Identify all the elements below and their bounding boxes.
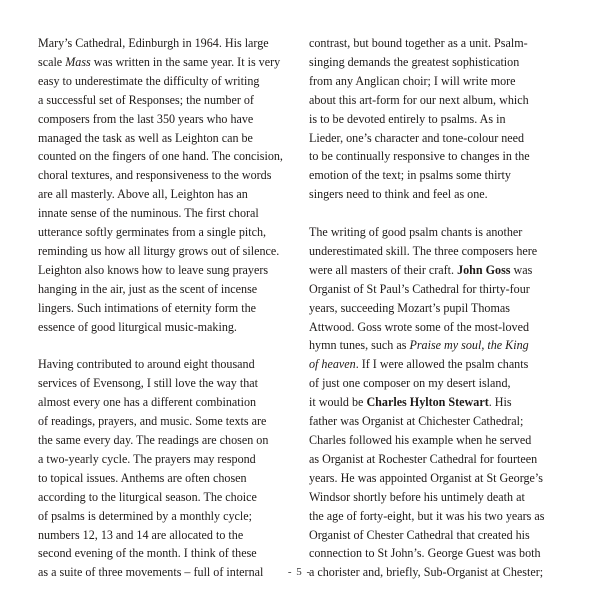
text-line <box>309 72 571 91</box>
text-line <box>309 507 571 526</box>
body-text: according to the liturgical season. The choice <box>38 489 257 504</box>
body-text: essence of good liturgical music-making. <box>38 319 237 334</box>
text-line <box>309 526 571 545</box>
text-line <box>309 129 571 148</box>
text-line <box>309 469 571 488</box>
body-text: it would be <box>309 395 367 410</box>
body-text: choral textures, and responsiveness to the words <box>38 168 272 183</box>
body-text: from any Anglican choir; I will write more <box>309 73 516 88</box>
text-line <box>309 299 571 318</box>
text-line <box>38 544 300 563</box>
body-text: The writing of good psalm chants is another <box>309 225 523 240</box>
text-line <box>38 393 300 412</box>
text-line <box>38 72 300 91</box>
text-line <box>38 53 300 72</box>
body-text: reminding us how all liturgy grows out of silence. <box>38 243 280 258</box>
body-text: years, succeeding Mozart’s pupil Thomas <box>309 300 510 315</box>
body-text: lingers. Such intimations of eternity form the <box>38 300 256 315</box>
body-text: Lieder, one’s character and tone-colour need <box>309 130 525 145</box>
text-line <box>38 223 300 242</box>
composer-name-text: Charles Hylton Stewart <box>366 395 489 410</box>
body-text: composers from the last 350 years who have <box>38 111 254 126</box>
body-text: . His <box>488 395 512 410</box>
body-text: contrast, but bound together as a unit. Psalm- <box>309 36 528 50</box>
text-line <box>309 488 571 507</box>
text-line <box>309 261 571 280</box>
body-text: second evening of the month. I think of these <box>38 546 257 561</box>
body-text: hanging in the air, just as the scent of incense <box>38 281 258 296</box>
text-line <box>309 34 571 53</box>
text-line <box>309 53 571 72</box>
paragraph <box>38 34 300 337</box>
text-line <box>38 488 300 507</box>
text-line <box>38 110 300 129</box>
text-line <box>309 223 571 242</box>
text-line <box>309 242 571 261</box>
text-line <box>309 336 571 355</box>
text-line <box>38 412 300 431</box>
page-number: - 5 - <box>287 566 312 578</box>
text-line <box>309 91 571 110</box>
text-line <box>38 374 300 393</box>
text-line <box>38 129 300 148</box>
body-text: as a suite of three movements – full of internal <box>38 565 264 580</box>
body-text: a chorister and, briefly, Sub-Organist at Chester; <box>309 565 544 580</box>
composer-name-text: John Goss <box>457 262 511 277</box>
body-text: counted on the fingers of one hand. The concision, <box>38 149 283 164</box>
body-text: services of Evensong, I still love the way that <box>38 376 258 391</box>
text-line <box>38 469 300 488</box>
text-line <box>38 450 300 469</box>
text-line <box>309 412 571 431</box>
body-text: to topical issues. Anthems are often chosen <box>38 470 247 485</box>
italic-title-text: of heaven <box>309 357 356 372</box>
body-text: singers need to think and feel as one. <box>309 187 488 202</box>
text-line <box>309 450 571 469</box>
text-line <box>38 34 300 53</box>
body-text: father was Organist at Chichester Cathedral; <box>309 414 524 429</box>
body-text: Mary’s Cathedral, Edinburgh in 1964. His large <box>38 36 269 50</box>
text-line <box>309 355 571 374</box>
text-line <box>38 299 300 318</box>
text-line <box>38 261 300 280</box>
body-text: underestimated skill. The three composers here <box>309 243 538 258</box>
body-text: of just one composer on my desert island, <box>309 376 511 391</box>
body-text: Organist of Chester Cathedral that created his <box>309 527 530 542</box>
text-line <box>38 355 300 374</box>
body-text: a two-yearly cycle. The prayers may respond <box>38 451 256 466</box>
body-text: utterance softly germinates from a single pitch, <box>38 225 267 240</box>
body-text: of readings, prayers, and music. Some texts are <box>38 414 267 429</box>
body-text: Organist of St Paul’s Cathedral for thirty-four <box>309 281 530 296</box>
text-line <box>309 431 571 450</box>
text-line <box>309 185 571 204</box>
paragraph <box>309 223 571 582</box>
body-text: managed the task as well as Leighton can be <box>38 130 253 145</box>
italic-title-text: Praise my soul, the King <box>409 338 529 353</box>
body-text: easy to underestimate the difficulty of writing <box>38 73 260 88</box>
body-text: singing demands the greatest sophistication <box>309 54 520 69</box>
body-text: hymn tunes, such as <box>309 338 410 353</box>
body-text: the age of forty-eight, but it was his two years as <box>309 508 545 523</box>
body-text: as Organist at Rochester Cathedral for fourteen <box>309 451 538 466</box>
text-line <box>309 166 571 185</box>
body-text: are all masterly. Above all, Leighton has an <box>38 187 248 202</box>
body-text: connection to St John’s. George Guest was both <box>309 546 541 561</box>
text-line <box>38 431 300 450</box>
text-line <box>309 147 571 166</box>
paragraph <box>309 34 571 204</box>
text-line <box>309 544 571 563</box>
text-line <box>38 185 300 204</box>
text-line <box>309 318 571 337</box>
body-text: years. He was appointed Organist at St George’s <box>309 470 543 485</box>
text-line <box>38 507 300 526</box>
body-text: Windsor shortly before his untimely death at <box>309 489 525 504</box>
body-text: emotion of the text; in psalms some thirty <box>309 168 511 183</box>
body-text: a successful set of Responses; the number of <box>38 92 254 107</box>
body-text: Having contributed to around eight thousand <box>38 357 255 372</box>
text-line <box>38 166 300 185</box>
body-text: numbers 12, 13 and 14 are allocated to the <box>38 527 244 542</box>
text-line <box>38 526 300 545</box>
body-text: was <box>510 262 533 277</box>
text-line <box>309 110 571 129</box>
left-text-column <box>38 34 300 582</box>
body-text: Charles followed his example when he served <box>309 433 532 448</box>
body-text: is to be devoted entirely to psalms. As in <box>309 111 506 126</box>
text-line <box>38 147 300 166</box>
text-line <box>309 374 571 393</box>
body-text: scale <box>38 54 66 69</box>
text-line <box>38 91 300 110</box>
body-text: was written in the same year. It is very <box>90 54 281 69</box>
body-text: the same every day. The readings are chosen on <box>38 433 269 448</box>
paragraph <box>38 355 300 582</box>
text-line <box>38 280 300 299</box>
body-text: to be continually responsive to changes in the <box>309 149 530 164</box>
italic-title-text: Mass <box>65 54 91 69</box>
text-line <box>38 242 300 261</box>
right-text-column <box>309 34 571 582</box>
text-line <box>38 318 300 337</box>
body-text: about this art-form for our next album, which <box>309 92 529 107</box>
body-text: of psalms is determined by a monthly cycle; <box>38 508 252 523</box>
body-text: Attwood. Goss wrote some of the most-loved <box>309 319 530 334</box>
body-text: innate sense of the numinous. The first choral <box>38 206 259 221</box>
text-line <box>309 393 571 412</box>
body-text: Leighton also knows how to leave sung prayers <box>38 262 269 277</box>
text-line <box>38 204 300 223</box>
body-text: . If I were allowed the psalm chants <box>355 357 529 372</box>
body-text: almost every one has a different combination <box>38 395 257 410</box>
text-line <box>309 280 571 299</box>
body-text: were all masters of their craft. <box>309 262 458 277</box>
